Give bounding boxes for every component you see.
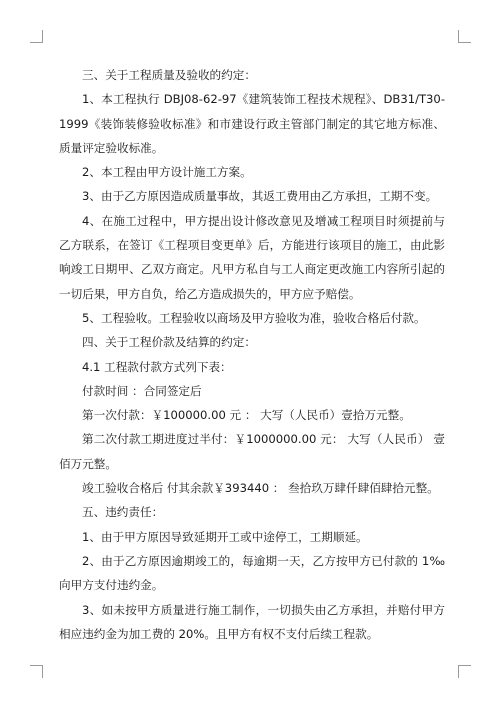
clause-liability-1: 1、由于甲方原因导致延期开工或中途停工，工期顺延。 [82,529,368,544]
section-heading-liability: 五、违约责任： [82,505,164,520]
crop-mark-bottom-right [458,665,471,678]
section-heading-quality: 三、关于工程质量及验收的约定： [82,68,256,82]
crop-mark-bottom-left [30,665,43,678]
clause-liability-2: 2、由于乙方原因逾期竣工的，每逾期一天，乙方按甲方已付款的 1‰向甲方支付违约金。 [59,553,445,593]
crop-mark-top-left [30,30,43,43]
crop-mark-top-right [458,30,471,43]
payment-second: 第二次付款工期进度过半付：￥1000000.00 元： 大写（人民币） 壹佰万元整。 [59,432,445,471]
payment-schedule-intro: 4.1 工程款付款方式列下表： [82,359,232,374]
clause-liability-3: 3、如未按甲方质量进行施工制作，一切损失由乙方承担，并赔付甲方相应违约金为加工费的 20%。且甲方有权不支付后续工程款。 [59,602,445,641]
payment-final: 竣工验收合格后 付其余款￥393440 ： 叁拾玖万肆仟肆佰肆拾元整。 [82,481,439,496]
payment-time: 付款时间 ：合同签定后 [82,383,202,398]
clause-quality-2: 2、本工程由甲方设计施工方案。 [82,165,252,180]
clause-quality-1: 1、本工程执行 DBJ08-62-97《建筑装饰工程技术规程》、DB31/T30-1999《装饰装修验收标准》和市建设行政主管部门制定的其它地方标准、质量评定验收标准。 [59,92,445,155]
clause-quality-3: 3、由于乙方原因造成质量事故，其返工费用由乙方承担，工期不变。 [82,189,438,204]
clause-quality-4: 4、在施工过程中，甲方提出设计修改意见及增减工程项目时须提前与乙方联系，在签订《工程项目变更单》后，方能进行该项目的施工，由此影响竣工日期甲、乙双方商定。凡甲方私自与工人商定更改施工内容所引起的一切后果，甲方自负，给乙方造成损失的，甲方应予赔偿。 [59,213,445,301]
section-heading-payment: 四、关于工程价款及结算的约定： [82,335,256,350]
document-body [59,63,445,646]
clause-quality-5: 5、工程验收。工程验收以商场及甲方验收为准，验收合格后付款。 [82,310,426,325]
payment-first: 第一次付款：￥100000.00 元 ： 大写（人民币）壹拾万元整。 [82,408,411,423]
